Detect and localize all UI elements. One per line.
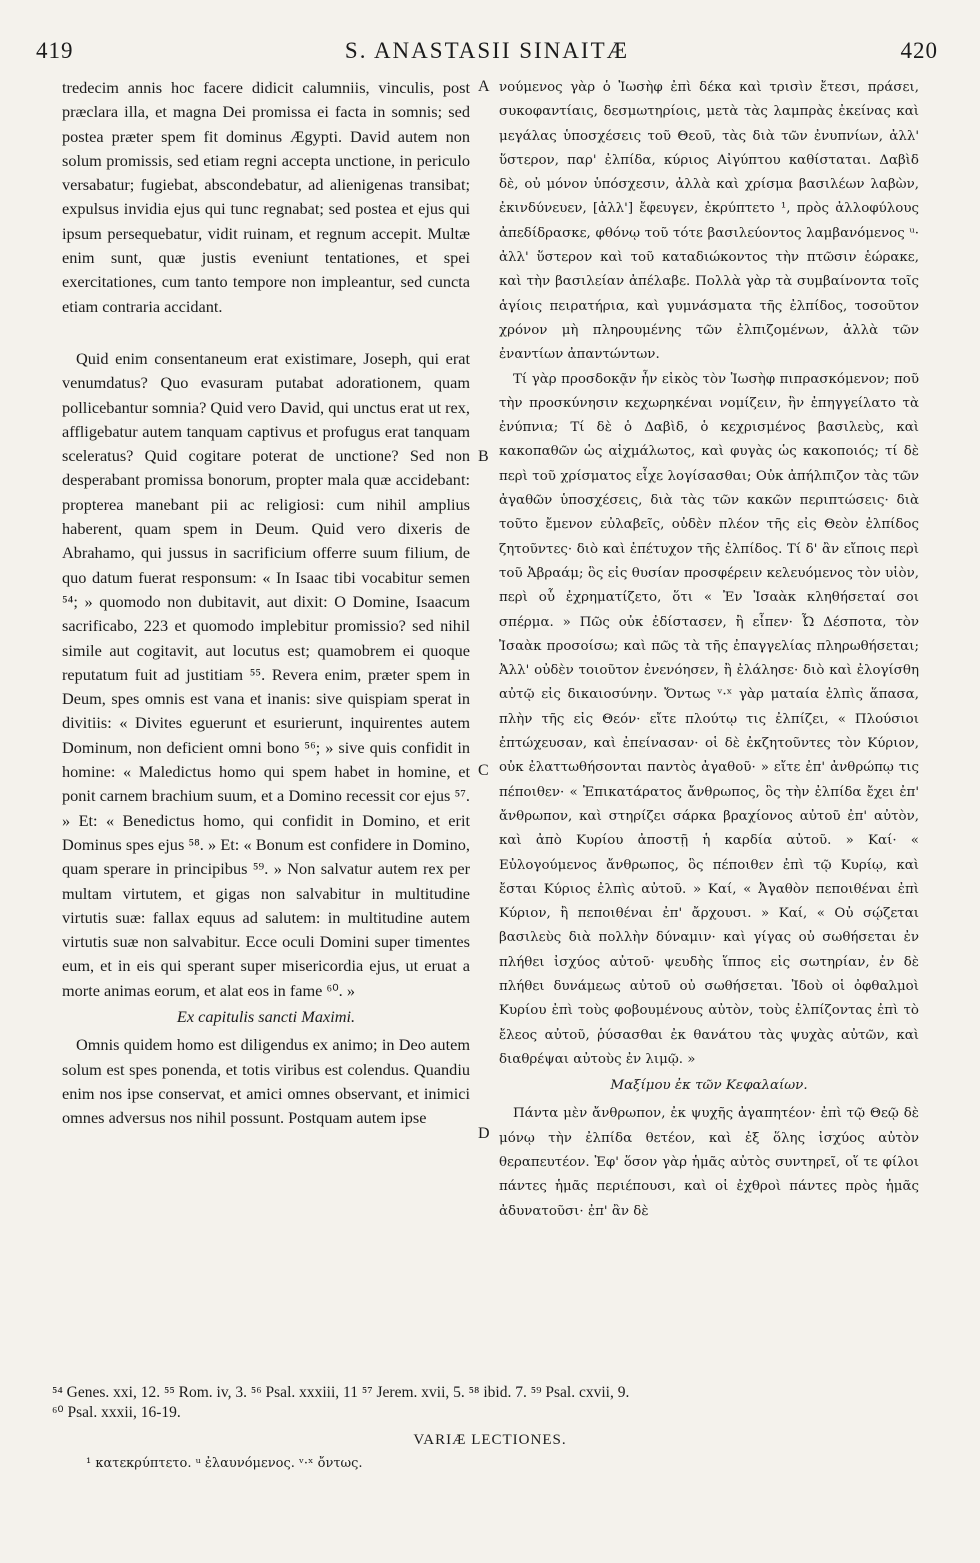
latin-subheading: Ex capitulis sancti Maximi. — [176, 1006, 356, 1026]
latin-paragraph-1: tredecim annis hoc facere didicit calumniis, vinculis, post præclara illa, et magna Dei promissa ei facta in somnis; sed postea præter spem fit dominus Ægypti. David autem non solum promissis, sed etiam regni accepta unctione, in periculo versabatur; fugiebat, abscondebatur, ad alienigenas transibat; expulsus invidia ejus qui tunc regnabat; sed postea et ejus qui ipsum persequebatur, vidit ruinam, et regnum accepit. Multæ enim sunt, quæ justis eveniunt tentationes, et spei exercitationes, cum tanto tempore non impleantur, sed cuncta etiam contraria accidant. — [62, 78, 470, 316]
running-header — [36, 38, 938, 72]
running-title: S. ANASTASII SINAITÆ — [344, 38, 630, 63]
greek-column — [499, 76, 919, 1224]
latin-paragraph-3: Omnis quidem homo est diligendus ex animo; in Deo autem solum est spes ponenda, et totis viribus est colendus. Quandiu enim nos ipse conservat, et amici omnes observant, et inimici omnes adversus nos nihil possunt. Postquam autem ipse — [62, 1035, 470, 1128]
margin-marker-c: C — [478, 762, 489, 779]
footnote-line-1: ⁵⁴ Genes. xxi, 12. ⁵⁵ Rom. iv, 3. ⁵⁶ Psal. xxxiii, 11 ⁵⁷ Jerem. xvii, 5. ⁵⁸ ibid. 7. ⁵⁹ Psal. cxvii, 9. — [52, 1384, 630, 1401]
latin-column — [62, 76, 470, 1130]
footnotes — [52, 1383, 940, 1423]
greek-paragraph-3: Πάντα μὲν ἄνθρωπον, ἐκ ψυχῆς ἀγαπητέον· ἐπὶ τῷ Θεῷ δὲ μόνῳ τὴν ἐλπίδα θετέον, καὶ ἐξ ὅλης ἰσχύος αὐτὸν θεραπευτέον. Ἐφ' ὅσον γὰρ ἡμᾶς αὐτὸς συντηρεῖ, οἵ τε φίλοι πάντες ἡμᾶς περιέπουσι, καὶ οἱ ἐχθροὶ πάντες πρὸς ἡμᾶς ἀδυνατοῦσι· ἐπ' ἂν δὲ — [499, 1106, 919, 1219]
variae-lectiones-line: ¹ κατεκρύπτετο. ᵘ ἐλαυνόμενος. ᵛ·ˣ ὄντως. — [86, 1456, 363, 1471]
variae-lectiones-heading: VARIÆ LECTIONES. — [413, 1432, 567, 1448]
greek-subheading: Μαξίμου ἐκ τῶν Κεφαλαίων. — [610, 1078, 808, 1094]
greek-paragraph-2: Τί γὰρ προσδοκᾷν ἦν εἰκὸς τὸν Ἰωσὴφ πιπρασκόμενον; ποῦ τὴν προσκύνησιν κεχωρηκέναι νομίζειν, ἣν ἐπηγγείλατο τὰ ἐνύπνια; Τί δὲ ὁ Δαβὶδ, ὁ κεχρισμένος βασιλεὺς, καὶ κακοπαθῶν ὡς αἰχμάλωτος, καὶ φυγὰς ὡς κακοποιός; τί δὲ περὶ τοῦ χρίσματος εἶχε λογίσασθαι; Οὐκ ἀπήλπιζον τὰς τῶν ἀγαθῶν ὑποσχέσεις, διὰ τὰς τῶν κακῶν περιπτώσεις· διὰ τοῦτο ἔμενον εὐλαβεῖς, οὐδὲν πλέον τῆς εἰς Θεὸν ἐλπίδος ζητοῦντες· διὸ καὶ ἐπέτυχον τῆς ἐλπίδος. Τί δ' ἂν εἴποις περὶ τοῦ Ἀβραάμ; ὃς εἰς θυσίαν προσφέρειν κελευόμενος τὸν υἱὸν, περὶ οὗ ἐχρηματίζετο, ὅτι « Ἐν Ἰσαὰκ κληθήσεταί σοι σπέρμα. » Πῶς οὐκ ἐδίστασεν, ἢ εἶπεν· Ὦ Δέσποτα, τὸν Ἰσαὰκ προσοίσω; καὶ πῶς τὰ τῆς ἐπαγγελίας πληρωθήσεται; Ἀλλ' οὐδὲν τοιοῦτον ἐνενόησεν, ἢ ἐλάλησε· διὸ καὶ ἐλογίσθη αὐτῷ εἰς δικαιοσύνην. Ὄντως ᵛ·ˣ γὰρ ματαία ἐλπὶς ἅπασα, πλὴν τῆς εἰς Θεόν· εἴτε πλούτῳ τις ἐλπίζει, « Πλούσιοι ἐπτώχευσαν, καὶ ἐπείνασαν· οἱ δὲ ἐκζητοῦντες τὸν Κύριον, οὐκ ἐλαττωθήσονται παντὸς ἀγαθοῦ· » εἴτε ἐπ' ἀνθρώπῳ τις πέποιθεν· « Ἐπικατάρατος ἄνθρωπος, ὃς τὴν ἐλπίδα ἔχει ἐπ' ἄνθρωπον, καὶ στηρίζει σάρκα βραχίονος αὐτοῦ ἐπ' αὐτὸν, καὶ ἀπὸ Κυρίου ἀποστῇ ἡ καρδία αὐτοῦ. » Καί· « Εὐλογούμενος ἄνθρωπος, ὃς πέποιθεν ἐπὶ τῷ Κυρίῳ, καὶ ἔσται Κύριος ἐλπὶς αὐτοῦ. » Καί, « Ἀγαθὸν πεποιθέναι ἐπὶ Κύριον, ἢ πεποιθέναι ἐπ' ἄρχουσι. » Καί, « Οὐ σῴζεται βασιλεὺς διὰ πολλὴν δύναμιν· καὶ γίγας οὐ σωθήσεται ἐν πλήθει ἰσχύος αὐτοῦ· ψευδὴς ἵππος εἰς σωτηρίαν, ἐν δὲ πλήθει δυνάμεως αὐτοῦ οὐ σωθήσεται. Ἰδοὺ οἱ ὀφθαλμοὶ Κυρίου ἐπὶ τοὺς φοβουμένους αὐτὸν, τοὺς ἐλπίζοντας ἐπὶ τὸ ἔλεος αὐτοῦ, ῥύσασθαι ἐκ θανάτου τὰς ψυχὰς αὐτῶν, καὶ διαθρέψαι αὐτοὺς ἐν λιμῷ. » — [499, 371, 919, 1067]
footnote-line-2: ⁶⁰ Psal. xxxii, 16-19. — [52, 1404, 181, 1421]
margin-marker-b: B — [478, 448, 489, 465]
greek-paragraph-1: νούμενος γὰρ ὁ Ἰωσὴφ ἐπὶ δέκα καὶ τρισὶν ἔτεσι, πράσει, συκοφαντίαις, δεσμωτηρίοις, μετὰ τὰς λαμπρὰς ἐκείνας καὶ μεγάλας ὑποσχέσεις τοῦ Θεοῦ, τὰς διὰ τῶν ἐνυπνίων, ἀλλ' ὕστερον, παρ' ἐλπίδα, κύριος Αἰγύπτου καθίσταται. Δαβὶδ δὲ, οὐ μόνον ὑπόσχεσιν, ἀλλὰ καὶ χρίσμα βασιλέων λαβὼν, ἐκινδύνευεν, [ἀλλ'] ἔφευγεν, ἐκρύπτετο ¹, πρὸς ἀλλοφύλους ἀπεδίδρασκε, φθόνῳ τοῦ τότε βασιλεύοντος λαμβανόμενος ᵘ· ἀλλ' ὕστερον καὶ τοῦ καταδιώκοντος τὴν πτῶσιν ἑώρακε, καὶ τὴν βασιλείαν ἀπέλαβε. Πολλὰ γὰρ τὰ συμβαίνοντα τοῖς ἁγίοις πειρατήρια, καὶ γυμνάσματα τῆς ἐλπίδος, τοσοῦτον χρόνον μὴ πληρουμένης τῶν ἐλπιζομένων, ἀλλὰ τῶν ἐναντίων ἀπαντώντων. — [499, 80, 919, 363]
margin-marker-a: A — [478, 78, 490, 95]
page-number-right: 420 — [900, 38, 938, 63]
latin-paragraph-2: Quid enim consentaneum erat existimare, Joseph, qui erat venumdatus? Quo evasuram putabat adorationem, quam pollicebantur somnia? Quid vero David, qui unctus erat ut rex, affligebatur autem tanquam captivus et profugus erat tanquam sceleratus? Quid cogitare poterat de unctione? Sed non desperabant promissa bonorum, propter mala quæ accidebant: propterea manebant pii ac religiosi: cum nihil amplius haberent, quam spem in Deum. Quid vero dixeris de Abrahamo, qui jussus in sacrificium offerre suum filium, de quo datum fuerat responsum: « In Isaac tibi vocabitur semen ⁵⁴; » quomodo non dubitavit, aut dixit: O Domine, Isaacum sacrificabo, 223 et quomodo implebitur promissio? sed nihil simile aut cogitavit, aut locutus est; quamobrem ei quoque reputatum fuit ad justitiam ⁵⁵. Revera enim, præter spem in Deum, spes omnis est vana et inanis: sive quispiam sperat in divitiis: « Divites eguerunt et esurierunt, inquirentes autem Dominum, non deficient omni bono ⁵⁶; » sive quis confidit in homine: « Maledictus homo qui spem habet in homine, et ponit carnem brachium suum, et a Domino recessit cor ejus ⁵⁷. » Et: « Benedictus homo, qui confidit in Domino, et erit Dominus spes ejus ⁵⁸. » Et: « Bonum est confidere in Domino, quam sperare in principibus ⁵⁹. » Non salvatur autem rex per multam virtutem, et gigas non salvabitur in multitudine virtutis suæ: fallax equus ad salutem: in multitudine autem virtutis suæ non salvabitur. Ecce oculi Domini super timentes eum, et in eis qui sperant super misericordia ejus, ut eruat a morte animas eorum, et alat eos in fame ⁶⁰. » — [62, 348, 470, 1000]
margin-marker-d: D — [478, 1125, 490, 1142]
page-number-left: 419 — [36, 38, 74, 63]
